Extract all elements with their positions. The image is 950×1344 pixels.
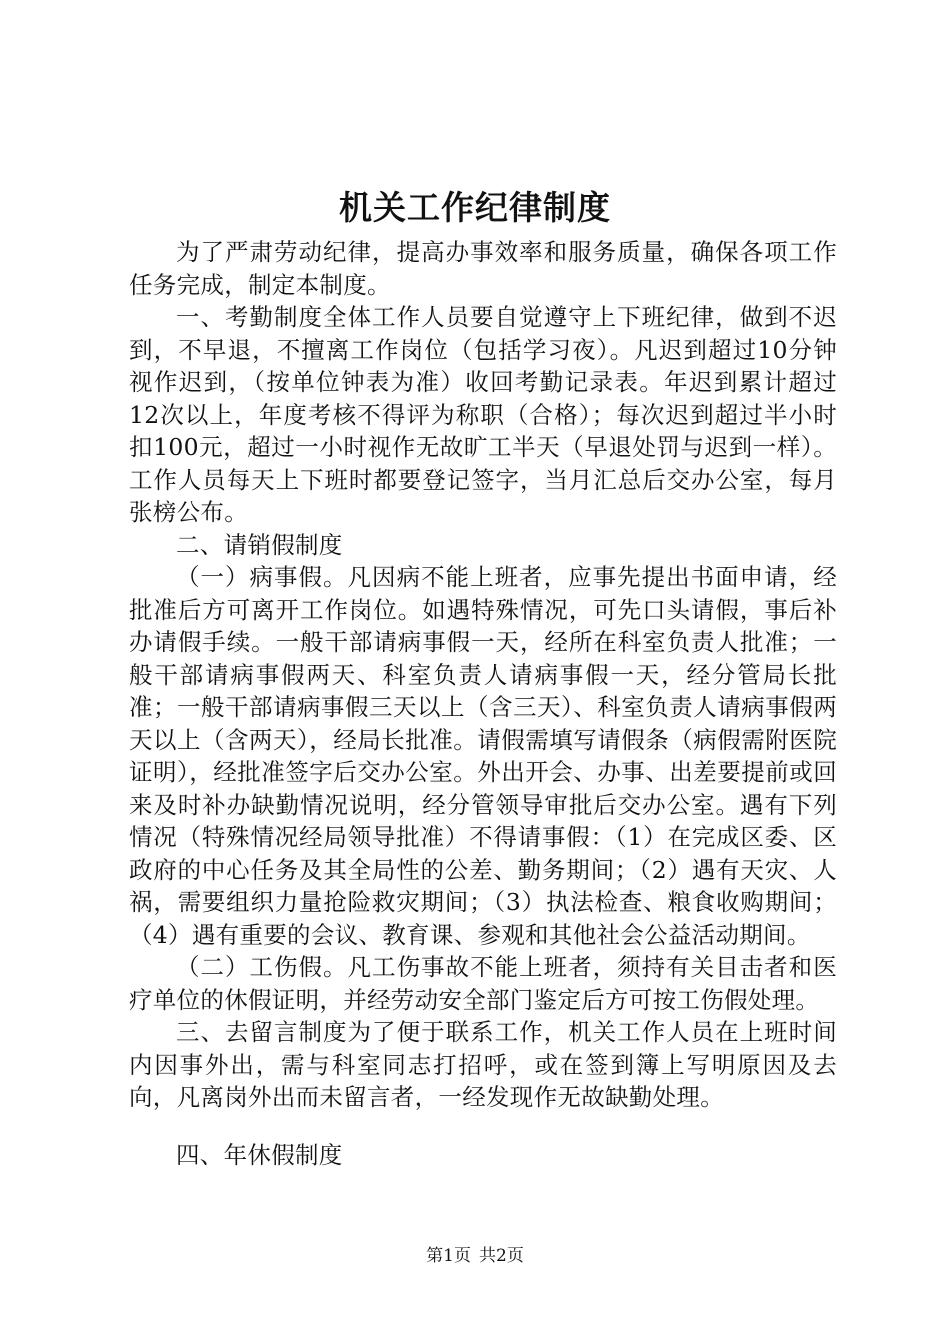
- paragraph-attendance: 一、考勤制度全体工作人员要自觉遵守上下班纪律，做到不迟到，不早退，不擅离工作岗位（包括学习夜）。凡迟到超过10分钟视作迟到，（按单位钟表为准）收回考勤记录表。年迟到累计超过12次以上，年度考核不得评为称职（合格）；每次迟到超过半小时扣100元，超过一小时视作无故旷工半天（早退处罚与迟到一样）。工作人员每天上下班时都要登记签字，当月汇总后交办公室，每月张榜公布。: [129, 303, 837, 526]
- paragraph-intro: 为了严肃劳动纪律，提高办事效率和服务质量，确保各项工作任务完成，制定本制度。: [129, 238, 837, 299]
- paragraph-sick-leave: （一）病事假。凡因病不能上班者，应事先提出书面申请，经批准后方可离开工作岗位。如遇特殊情况，可先口头请假，事后补办请假手续。一般干部请病事假一天，经所在科室负责人批准；一般干部请病事假两天、科室负责人请病事假一天，经分管局长批准；一般干部请病事假三天以上（含三天）、科室负责人请病事假两天以上（含两天），经局长批准。请假需填写请假条（病假需附医院证明），经批准签字后交办公室。外出开会、办事、出差要提前或回来及时补办缺勤情况说明，经分管领导审批后交办公室。遇有下列情况（特殊情况经局领导批准）不得请事假：（1）在完成区委、区政府的中心任务及其全局性的公差、勤务期间；（2）遇有天灾、人祸，需要组织力量抢险救灾期间；（3）执法检查、粮食收购期间；（4）遇有重要的会议、教育课、参观和其他社会公益活动期间。: [129, 563, 837, 949]
- section-heading-annual-leave: 四、年休假制度: [176, 1140, 343, 1169]
- paragraph-injury-leave: （二）工伤假。凡工伤事故不能上班者，须持有关目击者和医疗单位的休假证明，并经劳动安全部门鉴定后方可按工伤假处理。: [129, 953, 837, 1014]
- page-footer: [0, 1244, 950, 1268]
- page-number: 第1页: [426, 1246, 471, 1266]
- document-body: [129, 236, 837, 1171]
- section-heading-leave: 二、请销假制度: [176, 530, 343, 559]
- document-title: 机关工作纪律制度: [339, 188, 611, 227]
- paragraph-message: 三、去留言制度为了便于联系工作，机关工作人员在上班时间内因事外出，需与科室同志打招呼，或在签到簿上写明原因及去向，凡离岗外出而未留言者，一经发现作无故缺勤处理。: [129, 1018, 837, 1111]
- page-total: 共2页: [479, 1246, 524, 1266]
